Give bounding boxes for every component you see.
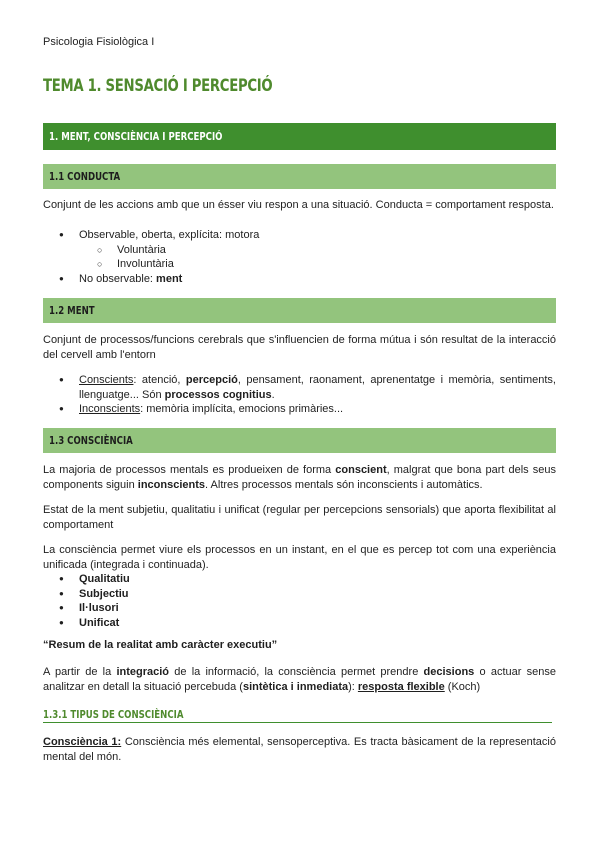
consciencia-unified: La consciència permet viure els processos en un instant, en el que es percep tot com una experiència unificada (integrada i continuada).: [43, 544, 556, 571]
consciencia-intro: La majoria de processos mentals es produeixen de forma conscient, malgrat que bona part dels seus components siguin inconscients. Altres processos mentals són inconscients i automàtics.: [43, 464, 556, 491]
section-1-3-1-heading-text: 1.3.1 TIPUS DE CONSCIÈNCIA: [43, 708, 184, 721]
section-1-1-heading: [43, 164, 556, 189]
ment-definition: Conjunt de processos/funcions cerebrals que s'influencien de forma mútua i són resultat de la interacció del cervell amb l'entorn: [43, 334, 556, 361]
list-item: ○ Involuntària: [97, 257, 259, 272]
section-1-3-heading-text: 1.3 CONSCIÈNCIA: [49, 434, 133, 447]
section-1-1-heading-text: 1.1 CONDUCTA: [49, 170, 121, 183]
conducta-list: [59, 228, 259, 286]
ment-list: [59, 373, 556, 417]
section-1-heading: [43, 123, 556, 150]
sublist: [97, 243, 259, 272]
list-item: ● Inconscients: memòria implícita, emocions primàries...: [59, 402, 556, 417]
consciencia-integration: A partir de la integració de la informació, la consciència permet prendre decisions o actuar sense analitzar en detall la situació percebuda (sintètica i inmediata): resposta flexible (Koch): [43, 666, 556, 693]
section-1-3-1-heading: [43, 708, 552, 723]
consciencia-quote: “Resum de la realitat amb caràcter executiu”: [43, 639, 278, 651]
document-title: TEMA 1. SENSACIÓ I PERCEPCIÓ: [43, 76, 273, 96]
list-item: ● Conscients: atenció, percepció, pensament, raonament, aprenentatge i memòria, sentiments, llenguatge... Són processos cognitius.: [59, 373, 556, 402]
list-item: ● No observable: ment: [59, 272, 259, 287]
list-item: ● Il·lusori: [59, 601, 130, 616]
conducta-definition: Conjunt de les accions amb que un ésser viu respon a una situació. Conducta = comportament resposta.: [43, 199, 554, 211]
section-1-heading-text: 1. MENT, CONSCIÈNCIA I PERCEPCIÓ: [49, 130, 223, 143]
list-item: ● Observable, oberta, explícita: motora ○ Voluntària ○ Involuntària: [59, 228, 259, 272]
running-header: Psicologia Fisiològica I: [43, 36, 155, 48]
list-item: ● Subjectiu: [59, 587, 130, 602]
section-1-2-heading-text: 1.2 MENT: [49, 304, 95, 317]
list-item: ● Qualitatiu: [59, 572, 130, 587]
section-1-2-heading: [43, 298, 556, 323]
consciencia-traits: [59, 572, 130, 630]
list-item: ○ Voluntària: [97, 243, 259, 258]
section-1-3-heading: [43, 428, 556, 453]
consciencia-1: Consciència 1: Consciència més elemental, sensoperceptiva. Es tracta bàsicament de la representació mental del món.: [43, 736, 556, 763]
consciencia-state: Estat de la ment subjetiu, qualitatiu i unificat (regular per percepcions sensorials) que aporta flexibilitat al comportament: [43, 504, 556, 531]
list-item: ● Unificat: [59, 616, 130, 631]
